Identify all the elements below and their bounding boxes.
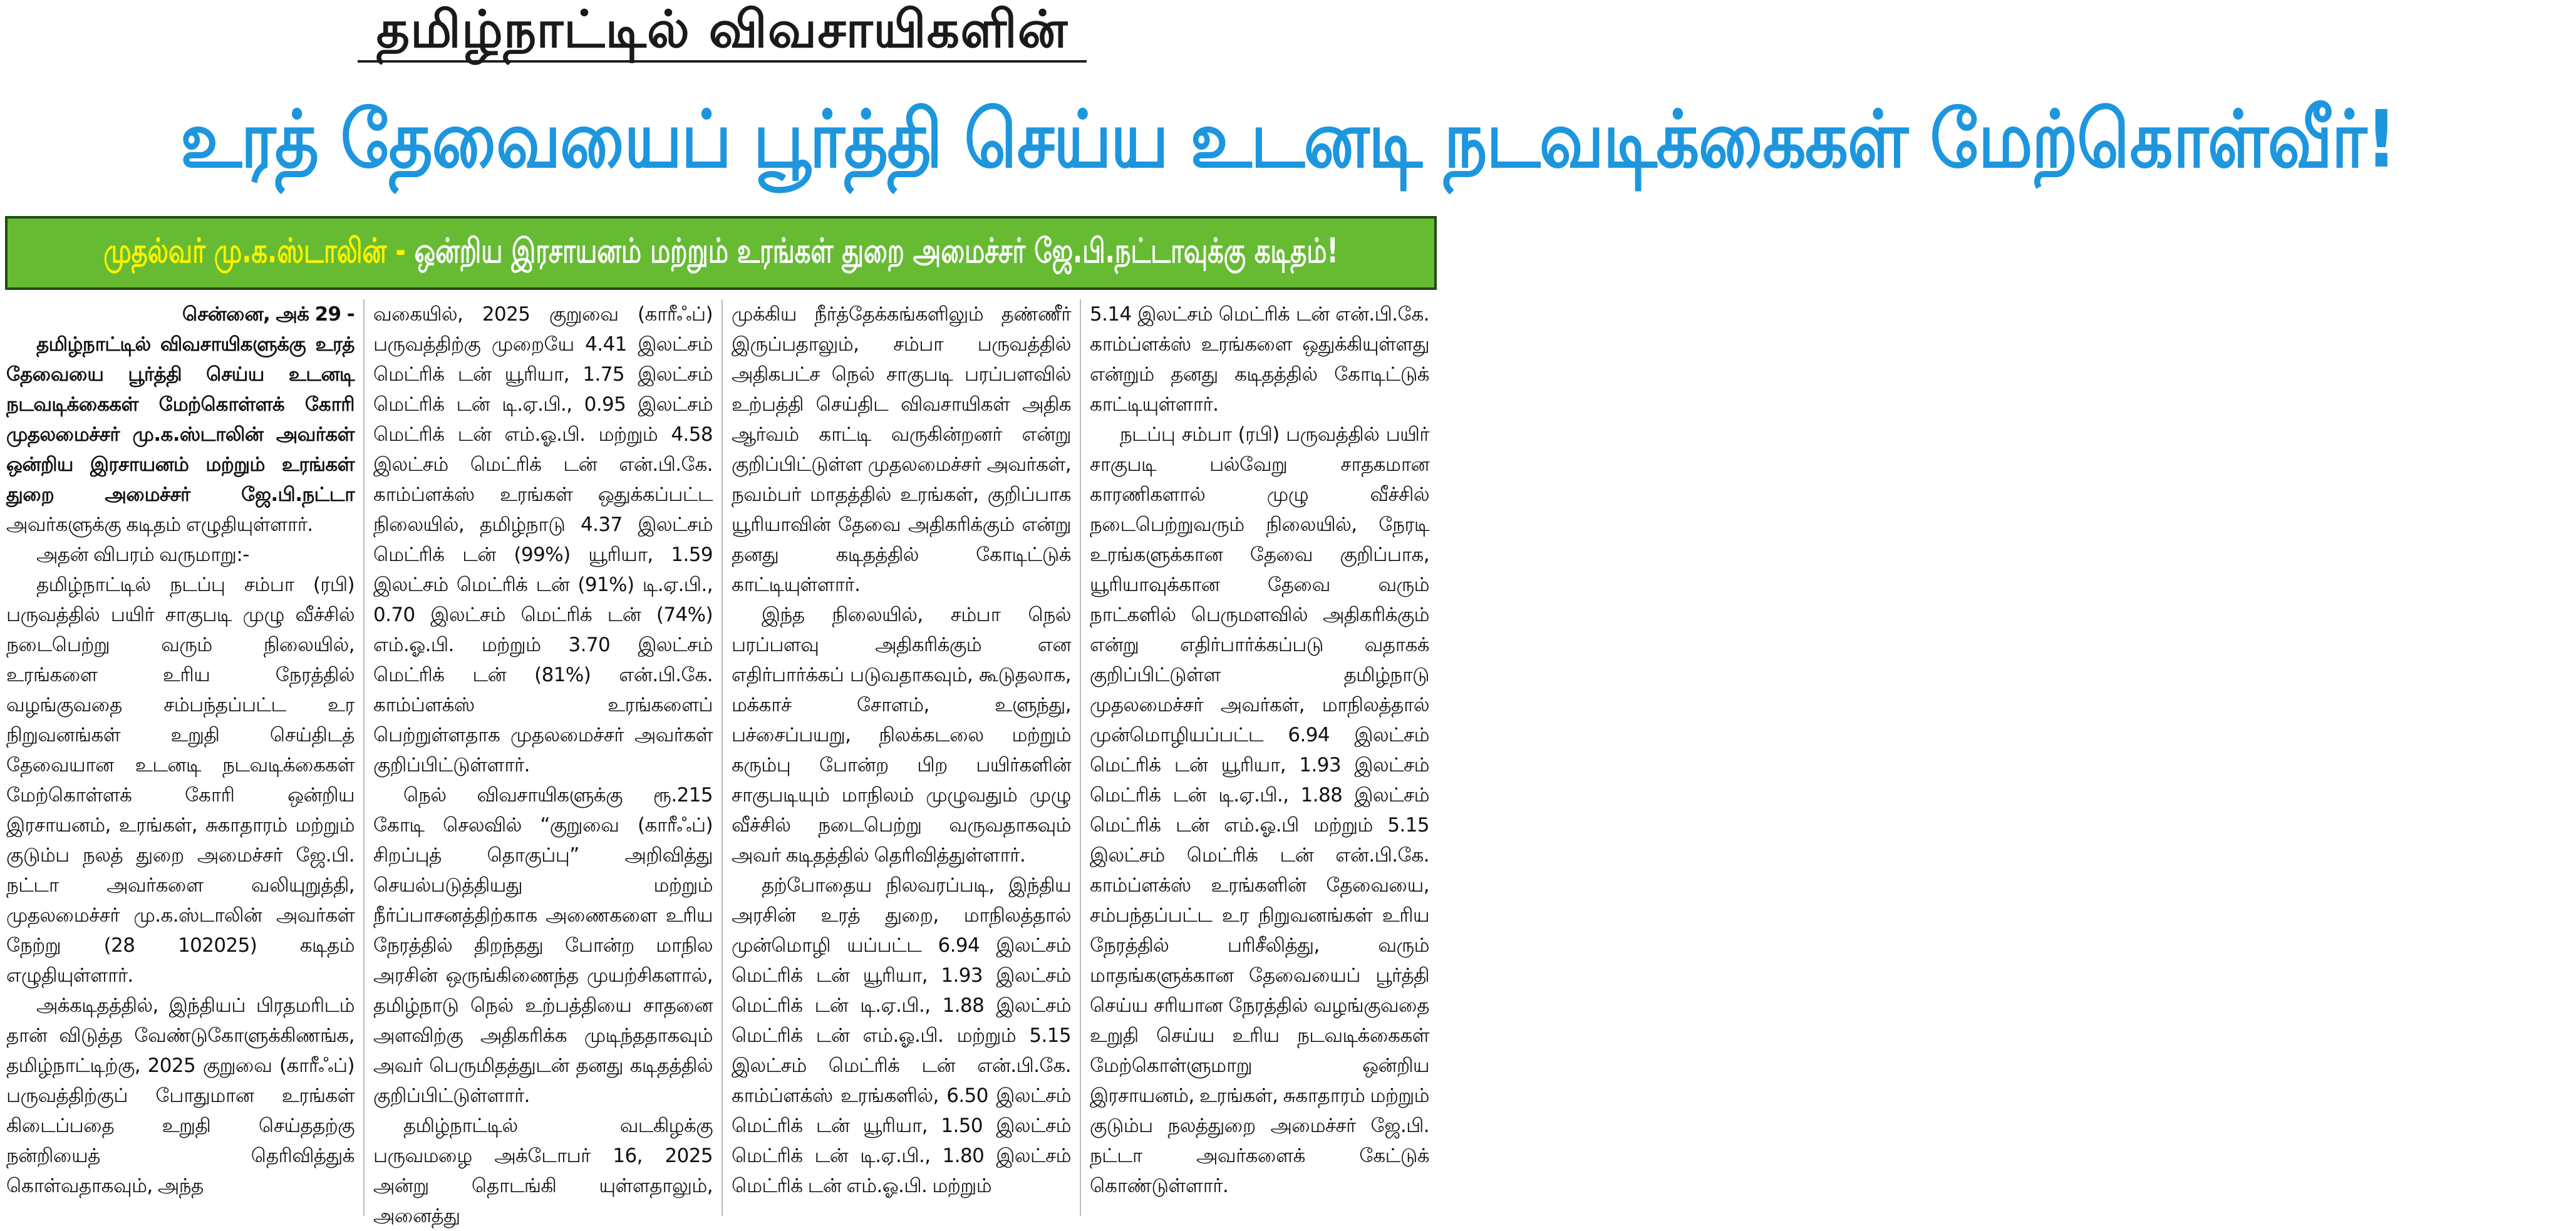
subheadline-banner (5, 216, 1437, 290)
lead-bold: தமிழ்நாட்டில் விவசாயிகளுக்கு உரத் தேவையை பூர்த்தி செய்ய உடனடி நடவடிக்கைகள் மேற்கொள்ளக் கோரி முதலமைச்சர் மு.க.ஸ்டாலின் அவர்கள் ஒன்றிய இரசாயனம் மற்றும் உரங்கள் துறை அமைச்சர் ஜே.பி.நட்டா (6, 333, 354, 506)
column-2 (363, 299, 722, 1227)
column-1 (5, 299, 363, 1216)
column-3 (722, 299, 1080, 1216)
subheadline-text (103, 231, 1338, 276)
paragraph: அதன் விபரம் வருமாறு:- (36, 543, 249, 566)
kicker-text: தமிழ்நாட்டில் விவசாயிகளின் (358, 0, 1087, 63)
subheadline-speaker: முதல்வர் மு.க.ஸ்டாலின் - (103, 230, 415, 270)
kicker-heading (0, 0, 1444, 70)
main-headline (0, 74, 2396, 209)
paragraph: இந்த நிலையில், சம்பா நெல் பரப்பளவு அதிகரிக்கும் என எதிர்பார்க்கப் படுவதாகவும், கூடுதலாக, மக்காச் சோளம், உளுந்து, பச்சைப்பயறு, நிலக்கடலை மற்றும் கரும்பு போன்ற பிற பயிர்களின் சாகுபடியும் மாநிலம் முழுவதும் முழு வீச்சில் நடைபெற்று வருவதாகவும் அவர் கடிதத்தில் தெரிவித்துள்ளார். (732, 604, 1071, 867)
paragraph: 5.14 இலட்சம் மெட்ரிக் டன் என்.பி.கே. காம்ப்ளக்ஸ் உரங்களை ஒதுக்கியுள்ளது என்றும் தனது கடிதத்தில் கோடிட்டுக் காட்டியுள்ளார். (1090, 303, 1429, 416)
paragraph: தற்போதைய நிலவரப்படி, இந்திய அரசின் உரத் துறை, மாநிலத்தால் முன்மொழி யப்பட்ட 6.94 இலட்சம் மெட்ரிக் டன் யூரியா, 1.93 இலட்சம் மெட்ரிக் டன் டி.ஏ.பி., 1.88 இலட்சம் மெட்ரிக் டன் எம்.ஓ.பி. மற்றும் 5.15 இலட்சம் மெட்ரிக் டன் என்.பி.கே. காம்ப்ளக்ஸ் உரங்களில், 6.50 இலட்சம் மெட்ரிக் டன் யூரியா, 1.50 இலட்சம் மெட்ரிக் டன் டி.ஏ.பி., 1.80 இலட்சம் மெட்ரிக் டன் எம்.ஓ.பி. மற்றும் (732, 874, 1071, 1197)
paragraph: அக்கடிதத்தில், இந்தியப் பிரதமரிடம் தான் விடுத்த வேண்டுகோளுக்கிணங்க, தமிழ்நாட்டிற்கு, 2025 குறுவை (காரீஃப்) பருவத்திற்குப் போதுமான உரங்கள் கிடைப்பதை உறுதி செய்ததற்கு நன்றியைத் தெரிவித்துக் கொள்வதாகவும், அந்த (6, 994, 354, 1197)
paragraph: தமிழ்நாட்டில் நடப்பு சம்பா (ரபி) பருவத்தில் பயிர் சாகுபடி முழு வீச்சில் நடைபெற்று வரும் நிலையில், உரங்களை உரிய நேரத்தில் வழங்குவதை சம்பந்தப்பட்ட உர நிறுவனங்கள் உறுதி செய்திடத் தேவையான உடனடி நடவடிக்கைகள் மேற்கொள்ளக் கோரி ஒன்றிய இரசாயனம், உரங்கள், சுகாதாரம் மற்றும் குடும்ப நலத் துறை அமைச்சர் ஜே.பி. நட்டா அவர்களை வலியுறுத்தி, முதலமைச்சர் மு.க.ஸ்டாலின் அவர்கள் நேற்று (28 102025) கடிதம் எழுதியுள்ளார். (6, 574, 354, 987)
subheadline-topic: ஒன்றிய இரசாயனம் மற்றும் உரங்கள் துறை அமைச்சர் ஜே.பி.நட்டாவுக்கு கடிதம்! (414, 230, 1338, 270)
paragraph: தமிழ்நாட்டில் வடகிழக்கு பருவமழை அக்டோபர் 16, 2025 அன்று தொடங்கி யுள்ளதாலும், அனைத்து (373, 1115, 713, 1227)
column-4 (1080, 299, 1438, 1216)
paragraph: நடப்பு சம்பா (ரபி) பருவத்தில் பயிர் சாகுபடி பல்வேறு சாதகமான காரணிகளால் முழு வீச்சில் நடைபெற்றுவரும் நிலையில், நேரடி உரங்களுக்கான தேவை குறிப்பாக, யூரியாவுக்கான தேவை வரும் நாட்களில் பெருமளவில் அதிகரிக்கும் என்று எதிர்பார்க்கப்படு வதாகக் குறிப்பிட்டுள்ள தமிழ்நாடு முதலமைச்சர் அவர்கள், மாநிலத்தால் முன்மொழியப்பட்ட 6.94 இலட்சம் மெட்ரிக் டன் யூரியா, 1.93 இலட்சம் மெட்ரிக் டன் டி.ஏ.பி., 1.88 இலட்சம் மெட்ரிக் டன் எம்.ஓ.பி மற்றும் 5.15 இலட்சம் மெட்ரிக் டன் என்.பி.கே. காம்ப்ளக்ஸ் உரங்களின் தேவையை, சம்பந்தப்பட்ட உர நிறுவனங்கள் உரிய நேரத்தில் பரிசீலித்து, வரும் மாதங்களுக்கான தேவையைப் பூர்த்தி செய்ய சரியான நேரத்தில் வழங்குவதை உறுதி செய்ய உரிய நடவடிக்கைகள் மேற்கொள்ளுமாறு ஒன்றிய இரசாயனம், உரங்கள், சுகாதாரம் மற்றும் குடும்ப நலத்துறை அமைச்சர் ஜே.பி. நட்டா அவர்களைக் கேட்டுக் கொண்டுள்ளார். (1090, 423, 1429, 1197)
lead-paragraph (6, 329, 354, 540)
dateline: சென்னை, அக் 29 - (182, 303, 354, 326)
headline-text: உரத் தேவையைப் பூர்த்தி செய்ய உடனடி நடவடிக்கைகள் மேற்கொள்வீர்! (180, 93, 2396, 185)
paragraph: முக்கிய நீர்த்தேக்கங்களிலும் தண்ணீர் இருப்பதாலும், சம்பா பருவத்தில் அதிகபட்ச நெல் சாகுபடி பரப்பளவில் உற்பத்தி செய்திட விவசாயிகள் அதிக ஆர்வம் காட்டி வருகின்றனர் என்று குறிப்பிட்டுள்ள முதலமைச்சர் அவர்கள், நவம்பர் மாதத்தில் உரங்கள், குறிப்பாக யூரியாவின் தேவை அதிகரிக்கும் என்று தனது கடிதத்தில் கோடிட்டுக் காட்டியுள்ளார். (732, 303, 1071, 596)
lead-rest: அவர்களுக்கு கடிதம் எழுதியுள்ளார். (6, 513, 313, 536)
article-body (5, 299, 1439, 1227)
paragraph: நெல் விவசாயிகளுக்கு ரூ.215 கோடி செலவில் “குறுவை (காரீஃப்) சிறப்புத் தொகுப்பு” அறிவித்து செயல்படுத்தியது மற்றும் நீர்ப்பாசனத்திற்காக அணைகளை உரிய நேரத்தில் திறந்தது போன்ற மாநில அரசின் ஒருங்கிணைந்த முயற்சிகளால், தமிழ்நாடு நெல் உற்பத்தியை சாதனை அளவிற்கு அதிகரிக்க முடிந்ததாகவும் அவர் பெருமிதத்துடன் தனது கடிதத்தில் குறிப்பிட்டுள்ளார். (373, 784, 713, 1107)
paragraph: வகையில், 2025 குறுவை (காரீஃப்) பருவத்திற்கு முறையே 4.41 இலட்சம் மெட்ரிக் டன் யூரியா, 1.75 இலட்சம் மெட்ரிக் டன் டி.ஏ.பி., 0.95 இலட்சம் மெட்ரிக் டன் எம்.ஓ.பி. மற்றும் 4.58 இலட்சம் மெட்ரிக் டன் என்.பி.கே. காம்ப்ளக்ஸ் உரங்கள் ஒதுக்கப்பட்ட நிலையில், தமிழ்நாடு 4.37 இலட்சம் மெட்ரிக் டன் (99%) யூரியா, 1.59 இலட்சம் மெட்ரிக் டன் (91%) டி.ஏ.பி., 0.70 இலட்சம் மெட்ரிக் டன் (74%) எம்.ஓ.பி. மற்றும் 3.70 இலட்சம் மெட்ரிக் டன் (81%) என்.பி.கே. காம்ப்ளக்ஸ் உரங்களைப் பெற்றுள்ளதாக முதலமைச்சர் அவர்கள் குறிப்பிட்டுள்ளார். (373, 303, 713, 776)
